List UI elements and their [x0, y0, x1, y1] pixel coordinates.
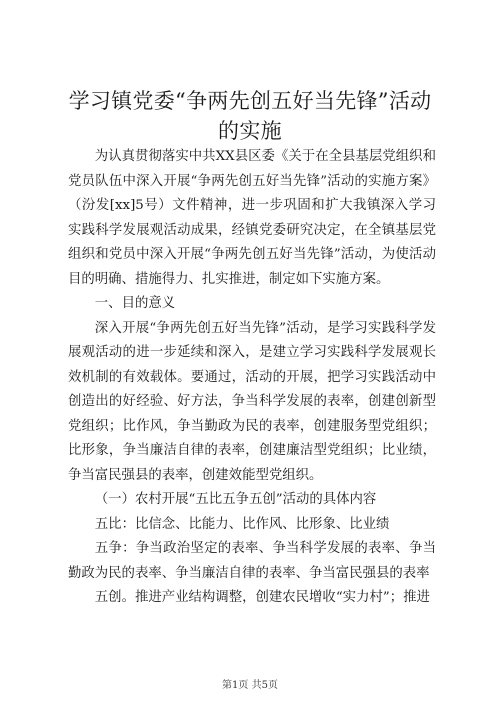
page-footer: 第1页 共5页	[222, 680, 278, 691]
section-heading-purpose: 一、目的意义	[94, 296, 176, 311]
subsection-heading-rural: （一）农村开展“五比五争五创”活动的具体内容	[94, 492, 377, 507]
five-create-paragraph: 五创。推进产业结构调整，创建农民增收“实力村”；推进	[94, 590, 430, 605]
intro-paragraph: 为认真贯彻落实中共XX县区委《关于在全县基层党组织和党员队伍中深入开展“争两先创五好当先锋”活动的实施方案》（汾发[xx]5号）文件精神，进一步巩固和扩大我镇深入学习实践科学发展观活动成果，经镇党委研究决定，在全镇基层党组织和党员中深入开展“争两先创五好当先锋”活动，为使活动目的明确、措施得力、扎实推进，制定如下实施方案。	[68, 149, 436, 287]
five-compare-paragraph: 五比：比信念、比能力、比作风、比形象、比业绩	[94, 516, 390, 532]
document-body	[68, 145, 436, 611]
five-strive-paragraph: 五争：争当政治坚定的表率、争当科学发展的表率、争当勤政为民的表率、争当廉洁自律的表率、争当富民强县的表率	[68, 541, 436, 581]
purpose-paragraph: 深入开展“争两先创五好当先锋”活动，是学习实践科学发展观活动的进一步延续和深入，是建立学习实践科学发展观长效机制的有效载体。要通过，活动的开展，把学习实践活动中创造出的好经验、好方法，争当科学发展的表率，创建创新型党组织；比作风，争当勤政为民的表率，创建服务型党组织；比形象，争当廉洁自律的表率，创建廉洁型党组织；比业绩，争当富民强县的表率，创建效能型党组织。	[68, 320, 436, 483]
document-title: 学习镇党委“争两先创五好当先锋”活动的实施	[68, 89, 432, 143]
